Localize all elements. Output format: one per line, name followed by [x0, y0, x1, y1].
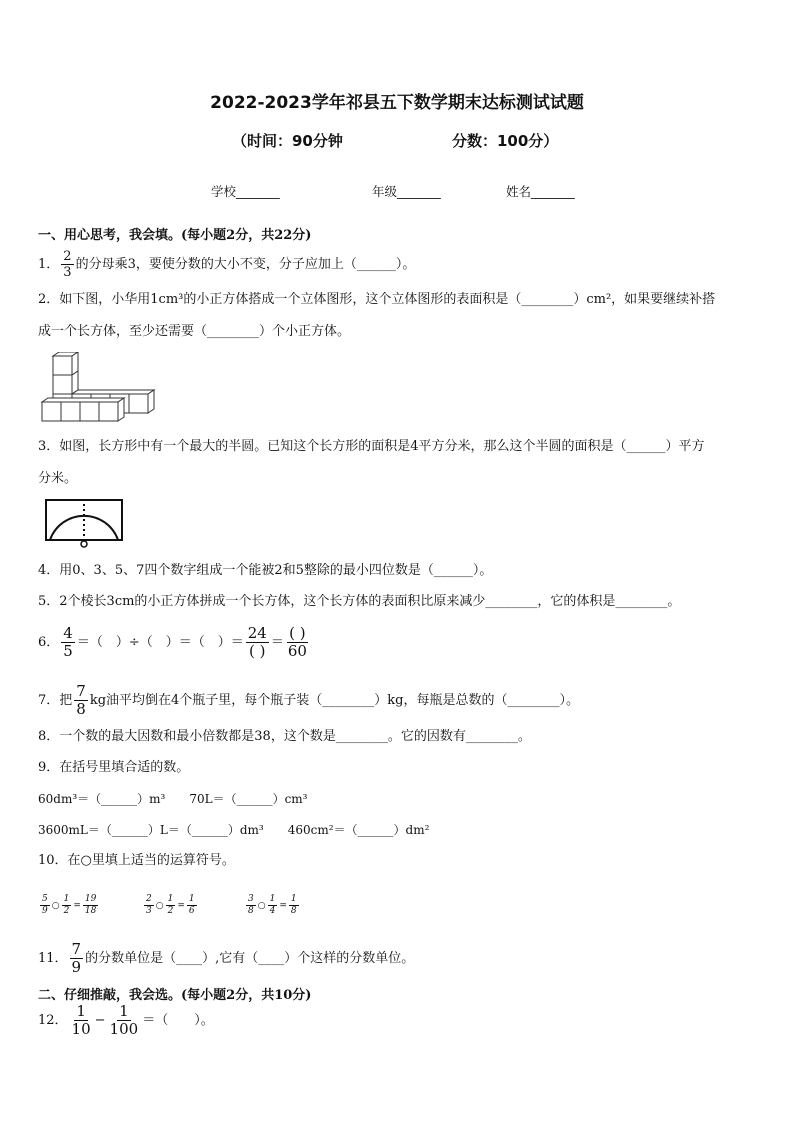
question-10-expr-2: $\frac{2}{3}$ ○ $\frac{1}{2}$ = $\frac{1}{6}$: [146, 894, 195, 916]
cube-figure: [40, 352, 160, 424]
section-2-heading: 二、仔细推敲，我会选。(每小题2分，共10分): [38, 988, 312, 1003]
question-2-line-1: 2．如下图，小华用1cm³的小正方体搭成一个立体图形，这个立体图形的表面积是（________）cm²，如果要继续补搭: [38, 292, 716, 307]
question-10-expr-3: $\frac{3}{8}$ ○ $\frac{1}{4}$ = $\frac{1}{8}$: [248, 894, 297, 916]
exam-score: 分数：100分）: [452, 132, 559, 150]
question-7: 7．把 $\frac{7}{8}$ kg油平均倒在4个瓶子里，每个瓶子装（________）kg，每瓶是总数的（________）。: [38, 682, 579, 718]
question-9-row-1: 60dm³＝（______）m³ 70L＝（______）cm³: [38, 792, 308, 806]
question-11: 11． $\frac{7}{9}$ 的分数单位是（____）,它有（____）个这样的分数单位。: [38, 940, 415, 976]
question-9: 9．在括号里填合适的数。: [38, 760, 190, 775]
school-field[interactable]: 学校_______: [211, 184, 280, 199]
page-title: 2022-2023学年祁县五下数学期末达标测试试题: [210, 93, 584, 113]
question-12: 12． $\frac{1}{10}$ − $\frac{1}{100}$ ＝（ ）。: [38, 1002, 214, 1038]
question-6: 6． $\frac{4}{5}$ ＝（ ）÷（ ）＝（ ）＝ $\frac{24}{( )}$ ＝ $\frac{( )}{60}$: [38, 624, 307, 660]
rectangle-semicircle-figure: [38, 496, 128, 554]
question-1: 1． $\frac{2}{3}$ 的分母乘3，要使分数的大小不变，分子应加上（______）。: [38, 249, 416, 280]
question-10-expr-1: $\frac{5}{9}$ ○ $\frac{1}{2}$ = $\frac{19}{18}$: [42, 894, 97, 916]
question-5: 5．2个棱长3cm的小正方体拼成一个长方体，这个长方体的表面积比原来减少________，它的体积是________。: [38, 594, 681, 609]
question-3-line-1: 3．如图，长方形中有一个最大的半圆。已知这个长方形的面积是4平方分米，那么这个半圆的面积是（______）平方: [38, 439, 705, 454]
question-9-row-2: 3600mL＝（______）L＝（______）dm³ 460cm²＝（______）dm²: [38, 823, 430, 837]
name-field[interactable]: 姓名_______: [506, 184, 575, 199]
question-3-line-2: 分米。: [38, 471, 78, 486]
question-4: 4．用0、3、5、7四个数字组成一个能被2和5整除的最小四位数是（______）。: [38, 563, 493, 578]
question-2-line-2: 成一个长方体，至少还需要（________）个小正方体。: [38, 324, 351, 339]
question-10: 10．在○里填上适当的运算符号。: [38, 853, 235, 868]
exam-time: （时间：90分钟: [232, 132, 343, 150]
section-1-heading: 一、用心思考，我会填。(每小题2分，共22分): [38, 228, 312, 243]
grade-field[interactable]: 年级_______: [372, 184, 441, 199]
question-8: 8．一个数的最大因数和最小倍数都是38，这个数是________。它的因数有________。: [38, 729, 531, 744]
